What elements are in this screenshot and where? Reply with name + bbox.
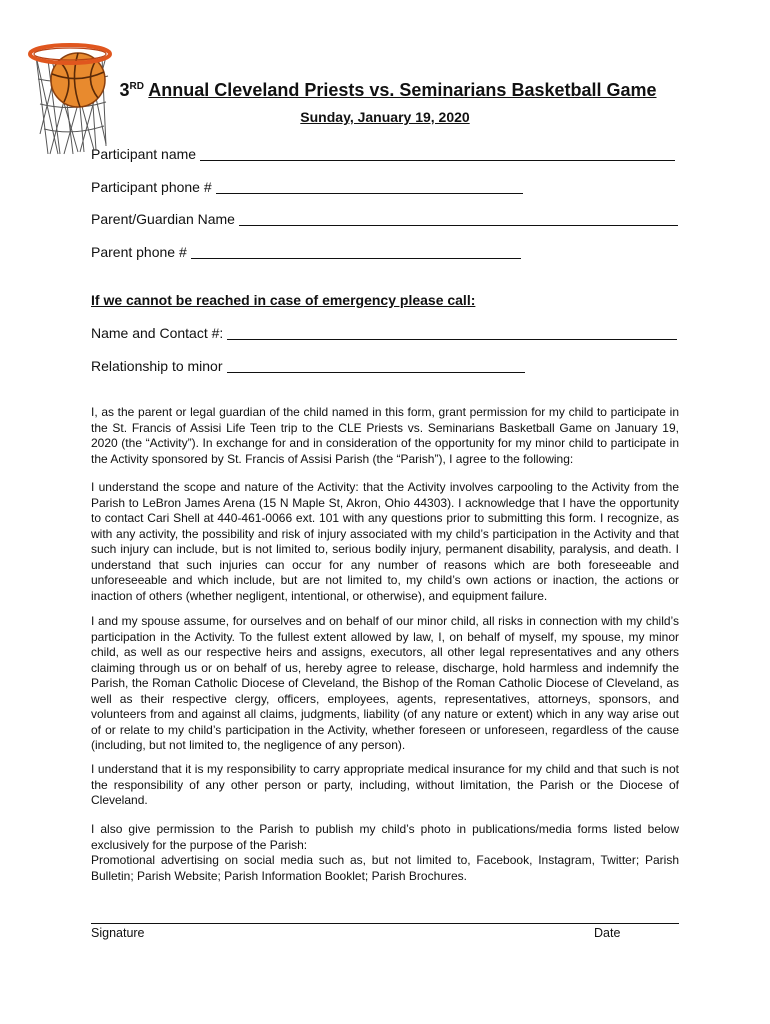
- signature-label: Signature: [91, 926, 145, 940]
- consent-paragraph-1: I, as the parent or legal guardian of the child named in this form, grant permission for my child to participate in the St. Francis of Assisi Life Teen trip to the CLE Priests vs. Seminarians Basketball Game on January 19, 2020 (the “Activity”). In exchange for and in consideration of the opportunity for my minor child to participate in the Activity sponsored by St. Francis of Assisi Parish (the “Parish”), I agree to the following:: [91, 405, 679, 466]
- consent-paragraph-5a: I also give permission to the Parish to publish my child’s photo in publications/media forms listed below exclusively for the purpose of the Parish:: [91, 822, 679, 852]
- event-date: Sunday, January 19, 2020: [300, 109, 470, 125]
- emergency-heading: If we cannot be reached in case of emergency please call:: [91, 292, 476, 308]
- signature-line[interactable]: [91, 923, 679, 924]
- emergency-contact-field: [91, 325, 677, 341]
- consent-paragraph-5b: Promotional advertising on social media such as, but not limited to, Facebook, Instagram, Twitter; Parish Bulletin; Parish Website; Parish Information Booklet; Parish Brochures.: [91, 853, 679, 883]
- participant-phone-label: Participant phone #: [91, 179, 212, 195]
- relationship-label: Relationship to minor: [91, 358, 223, 374]
- emergency-contact-label: Name and Contact #:: [91, 325, 224, 341]
- participant-name-label: Participant name: [91, 146, 197, 162]
- date-label: Date: [594, 926, 621, 940]
- participant-name-input[interactable]: [200, 146, 675, 161]
- parent-guardian-name-label: Parent/Guardian Name: [91, 211, 235, 227]
- relationship-input[interactable]: [227, 358, 525, 373]
- page-title: 3RD Annual Cleveland Priests vs. Seminarians Basketball Game: [119, 80, 657, 100]
- parent-guardian-name-field: [91, 211, 678, 227]
- relationship-field: [91, 358, 525, 374]
- consent-paragraph-3: I and my spouse assume, for ourselves and on behalf of our minor child, all risks in connection with my child’s participation in the Activity. To the fullest extent allowed by law, I, on behalf of myself, my spouse, my minor child, as well as our respective heirs and assigns, executors, all other legal representatives and any others claiming through us or on behalf of us, hereby agree to release, discharge, hold harmless and indemnify the Parish, the Roman Catholic Diocese of Cleveland, the Bishop of the Roman Catholic Diocese of Cleveland, as well as their respective clergy, officers, employees, agents, representatives, attorneys, sponsors, and volunteers from and against all claims, judgments, liability (of any nature or extent) which in any way arise out of or relate to my child’s participation in the Activity, whether foreseen or unforeseen, regardless of the cause (including, but not limited to, the negligence of any person).: [91, 614, 679, 752]
- consent-paragraph-4: I understand that it is my responsibility to carry appropriate medical insurance for my child and that such is not the responsibility of any other person or party, including, without limitation, the Parish or the Diocese of Cleveland.: [91, 762, 679, 807]
- consent-paragraph-2: I understand the scope and nature of the Activity: that the Activity involves carpooling to the Activity from the Parish to LeBron James Arena (15 N Maple St, Akron, Ohio 44303). I acknowledge that I have the opportunity to contact Cari Shell at 440-461-0066 ext. 101 with any questions prior to submitting this form. I recognize, as with any activity, the possibility and risk of injury associated with my child’s participation in the Activity and that such injury can include, but is not limited to, serious bodily injury, permanent disability, paralysis, and death. I understand that such injuries can occur for any number of reasons which are both foreseeable and unforeseeable and which include, but are not limited to, my child’s own actions or inaction, the actions or inaction of others (whether negligent, intentional, or otherwise), and equipment failure.: [91, 480, 679, 603]
- parent-guardian-name-input[interactable]: [239, 211, 678, 226]
- parent-phone-input[interactable]: [191, 244, 521, 259]
- parent-phone-field: [91, 244, 521, 260]
- participant-name-field: [91, 146, 675, 162]
- parent-phone-label: Parent phone #: [91, 244, 187, 260]
- participant-phone-input[interactable]: [216, 179, 523, 194]
- participant-phone-field: [91, 179, 523, 195]
- emergency-contact-input[interactable]: [227, 325, 677, 340]
